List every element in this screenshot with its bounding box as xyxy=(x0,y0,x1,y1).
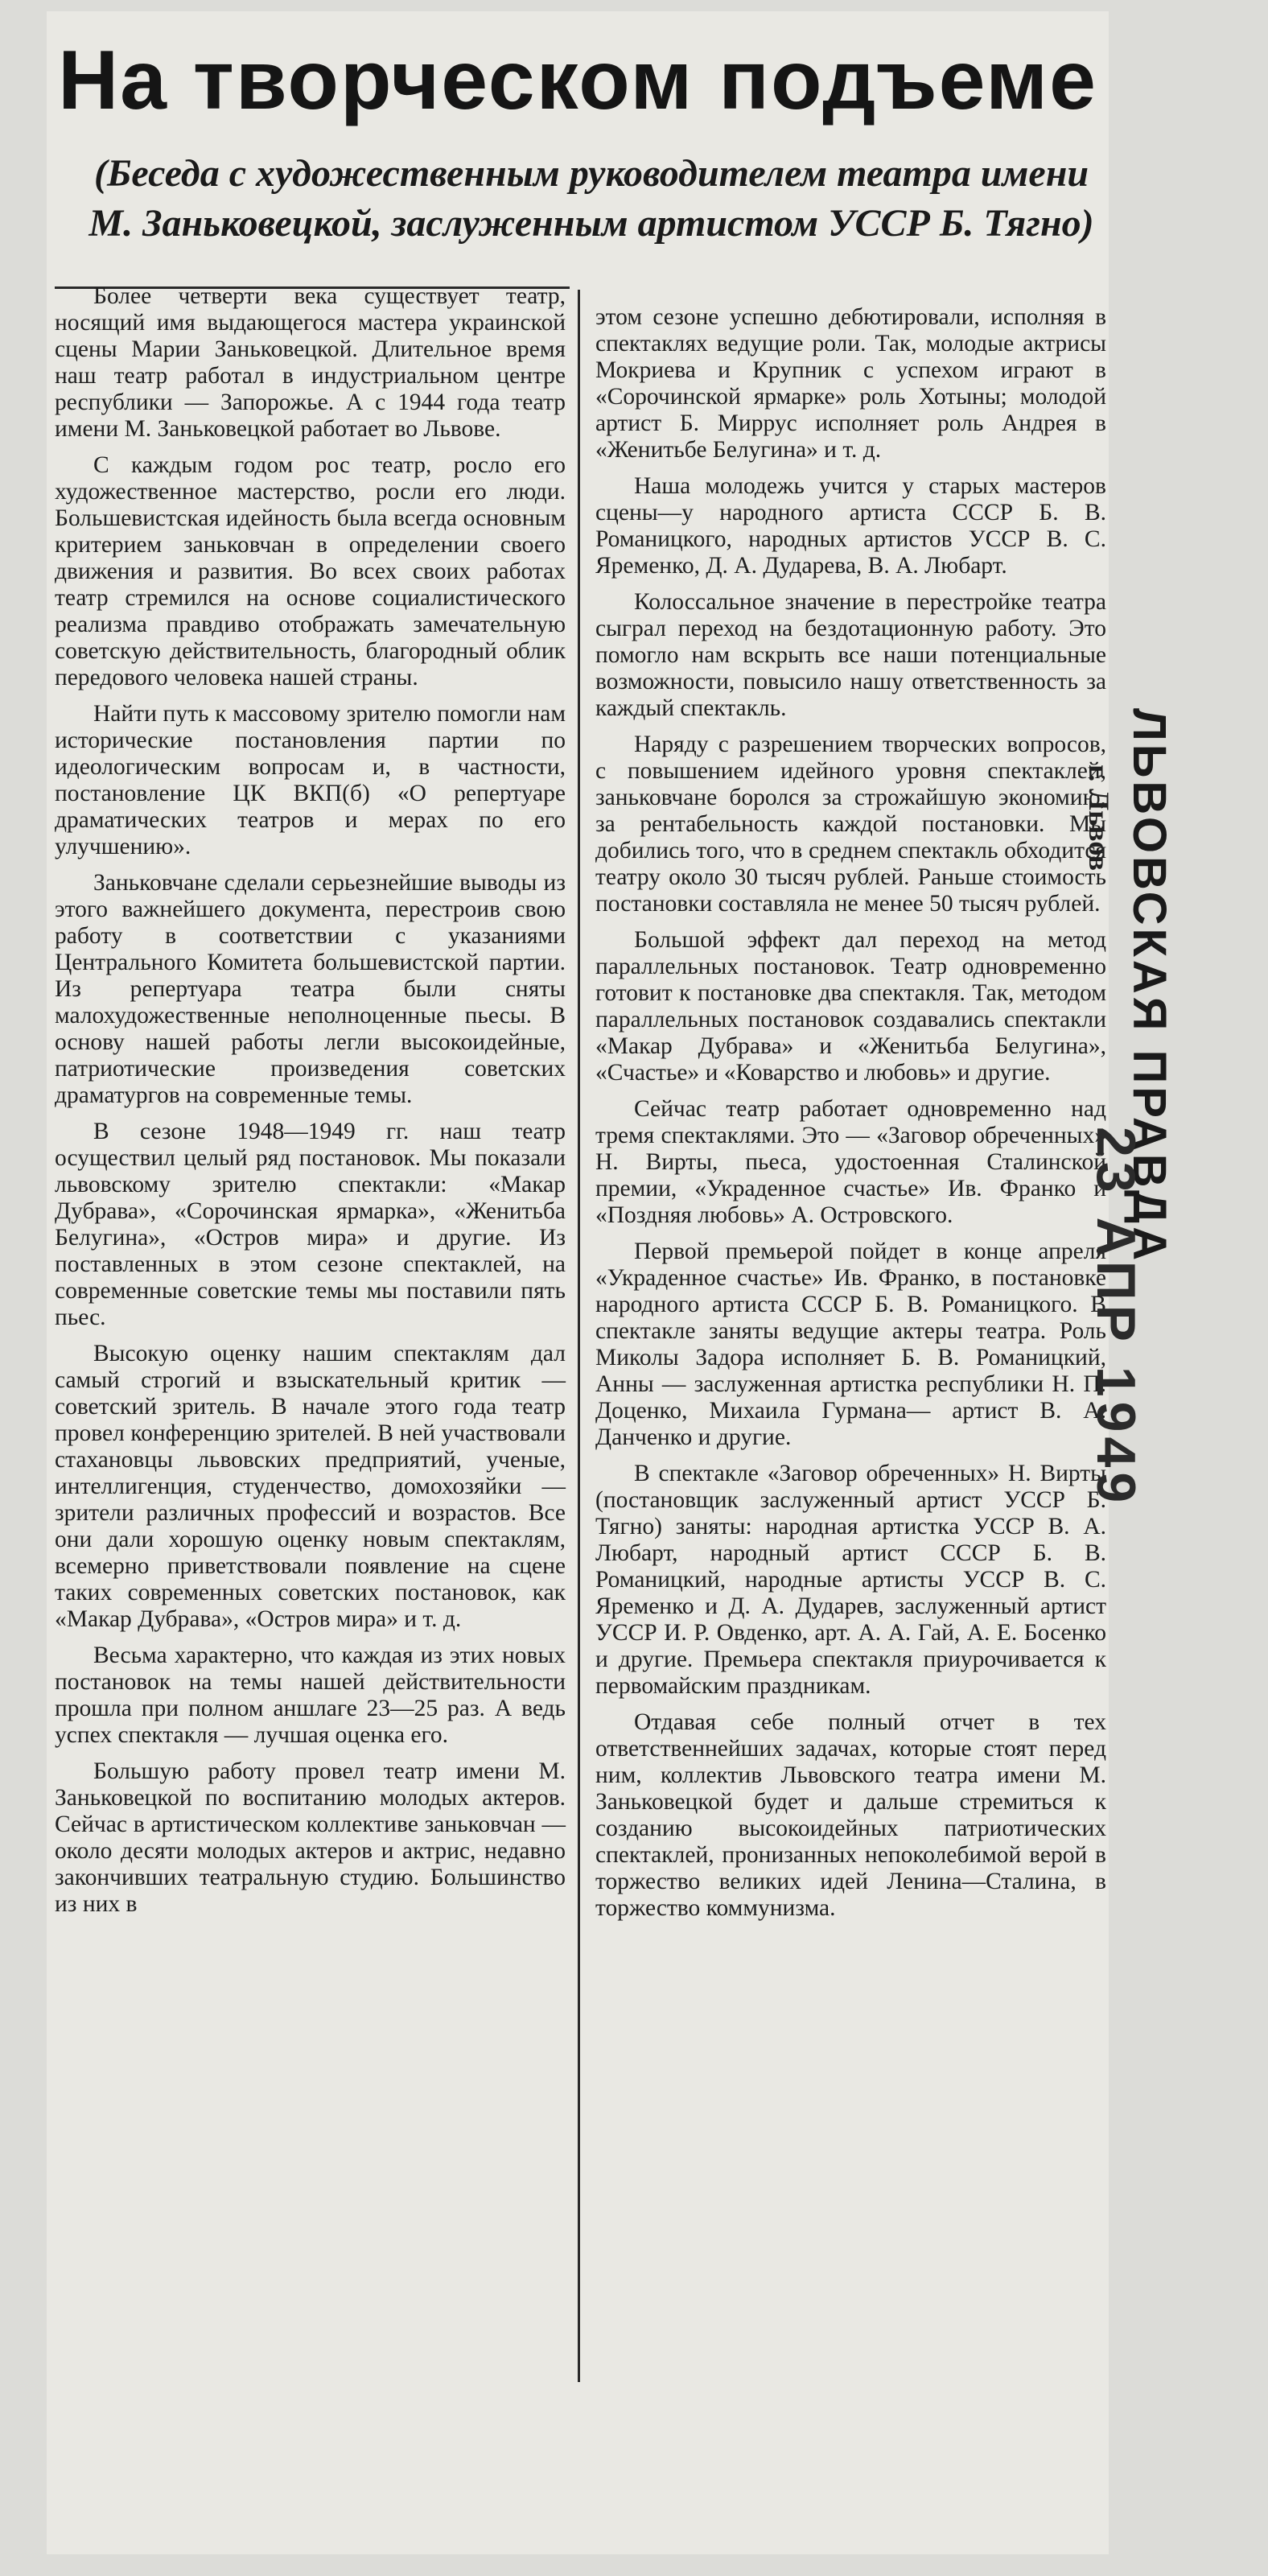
paragraph: Колоссальное значение в перестройке театра сыграл переход на бездотационную работу. Это помогло нам вскрыть все наши потенциальные возможности, повысило нашу ответственность за каждый спектакль. xyxy=(595,589,1106,721)
left-column xyxy=(55,283,566,1927)
paragraph: Высокую оценку нашим спектаклям дал самый строгий и взыскательный критик — советский зритель. В начале этого года театр провел конференцию зрителей. В ней участвовали стахановцы львовских предприятий, ученые, интеллигенция, студенчество, домохозяйки — зрители различных профессий и возрастов. Все они дали хорошую оценку новым спектаклям, всемерно приветствовали появление на сцене таких современных советских постановок, как «Макар Дубрава», «Остров мира» и т. д. xyxy=(55,1341,566,1632)
paragraph: Большой эффект дал переход на метод параллельных постановок. Театр одновременно готовит к постановке два спектакля. Так, методом параллельных постановок создавались спектакли «Макар Дубрава» и «Женитьба Белугина», «Счастье» и «Коварство и любовь» и другие. xyxy=(595,927,1106,1086)
stamp-city: г. Львов xyxy=(1083,765,1115,871)
article-subtitle: (Беседа с художественным руководителем театра имени М. Заньковецкой, заслуженным артистом УССР Б. Тягно) xyxy=(89,152,1094,245)
paragraph: Заньковчане сделали серьезнейшие выводы из этого важнейшего документа, перестроив свою работу в соответствии с указаниями Центрального Комитета большевистской партии. Из репертуара театра были сняты малохудожественные неполноценные пьесы. В основу нашей работы легли высокоидейные, патриотические произведения советских драматургов на современные темы. xyxy=(55,870,566,1108)
paragraph: В сезоне 1948—1949 гг. наш театр осуществил целый ряд постановок. Мы показали львовскому зрителю спектакли: «Макар Дубрава», «Сорочинская ярмарка», «Женитьба Белугина», «Остров мира» и другие. Из поставленных в этом сезоне спектаклей, на современные советские темы мы поставили пять пьес. xyxy=(55,1119,566,1330)
paragraph: Наша молодежь учится у старых мастеров сцены—у народного артиста СССР Б. В. Романицкого, народных артистов УССР В. С. Яременко, Д. А. Дударева, В. А. Любарт. xyxy=(595,473,1106,579)
paragraph: Найти путь к массовому зрителю помогли нам исторические постановления партии по идеологическим вопросам и, в частности, постановление ЦК ВКП(б) «О репертуаре драматических театров и мерах по его улучшению». xyxy=(55,701,566,859)
column-divider xyxy=(578,290,580,2382)
paragraph: Большую работу провел театр имени М. Заньковецкой по воспитанию молодых актеров. Сейчас в артистическом коллективе заньковчан — около десяти молодых актеров и актрис, недавно закончивших театральную студию. Большинство из них в xyxy=(55,1758,566,1917)
paragraph: С каждым годом рос театр, росло его художественное мастерство, росли его люди. Большевистская идейность была всегда основным критерием заньковчан в определении своего движения и развития. Во всех своих работах театр стремился на основе социалистического реализма правдиво отображать замечательную советскую действительность, благородный облик передового человека нашей страны. xyxy=(55,452,566,690)
paragraph: Первой премьерой пойдет в конце апреля «Украденное счастье» Ив. Франко, в постановке народного артиста СССР Б. В. Романицкого. В спектакле заняты ведущие актеры театра. Роль Миколы Задора исполняет Б. В. Романицкий, Анны — заслуженная артистка республики Н. П. Доценко, Михаила Гурмана— артист В. А. Данченко и другие. xyxy=(595,1239,1106,1450)
stamp-date: 23 АПР 1949 xyxy=(1085,1127,1147,1508)
article-title: На творческом подъеме xyxy=(58,34,1097,127)
stamp-newspaper-name: ЛЬВОВСКАЯ ПРАВДА xyxy=(1123,708,1175,1264)
right-column xyxy=(595,304,1106,1931)
paragraph: Отдавая себе полный отчет в тех ответственнейших задачах, которые стоят перед ним, коллектив Львовского театра имени М. Заньковецкой будет и дальше стремиться к созданию высокоидейных патриотических спектаклей, пронизанных непоколебимой верой в торжество великих идей Ленина—Сталина, в торжество коммунизма. xyxy=(595,1709,1106,1921)
paragraph: Сейчас театр работает одновременно над тремя спектаклями. Это — «Заговор обреченных» Н. Вирты, пьеса, удостоенная Сталинской премии, «Украденное счастье» Ив. Франко и «Поздняя любовь» А. Островского. xyxy=(595,1096,1106,1228)
paragraph: Весьма характерно, что каждая из этих новых постановок на темы нашей действительности прошла при полном аншлаге 23—25 раз. А ведь успех спектакля — лучшая оценка его. xyxy=(55,1642,566,1748)
paragraph: Наряду с разрешением творческих вопросов, с повышением идейного уровня спектаклей, заньковчане боролся за строжайшую экономию, за рентабельность каждой постановки. Мы добились того, что в среднем спектакль обходится театру около 30 тысяч рублей. Раньше стоимость постановки составляла не менее 50 тысяч рублей. xyxy=(595,732,1106,917)
paragraph: Более четверти века существует театр, носящий имя выдающегося мастера украинской сцены Марии Заньковецкой. Длительное время наш театр работал в индустриальном центре республики — Запорожье. А с 1944 года театр имени М. Заньковецкой работает во Львове. xyxy=(55,283,566,442)
paragraph: В спектакле «Заговор обреченных» Н. Вирты (постановщик заслуженный артист УССР Б. Тягно) заняты: народная артистка УССР В. А. Любарт, народный артист СССР Б. В. Романицкий, народные артисты УССР В. С. Яременко и Д. А. Дударев, заслуженный артист УССР И. Р. Овденко, арт. А. А. Гай, А. Е. Босенко и другие. Премьера спектакля приурочивается к первомайским праздникам. xyxy=(595,1461,1106,1699)
paragraph: этом сезоне успешно дебютировали, исполняя в спектаклях ведущие роли. Так, молодые актрисы Мокриева и Крупник с успехом играют в «Сорочинской ярмарке» роль Хотыны; молодой артист Б. Миррус исполняет роль Андрея в «Женитьбе Белугина» и т. д. xyxy=(595,304,1106,463)
